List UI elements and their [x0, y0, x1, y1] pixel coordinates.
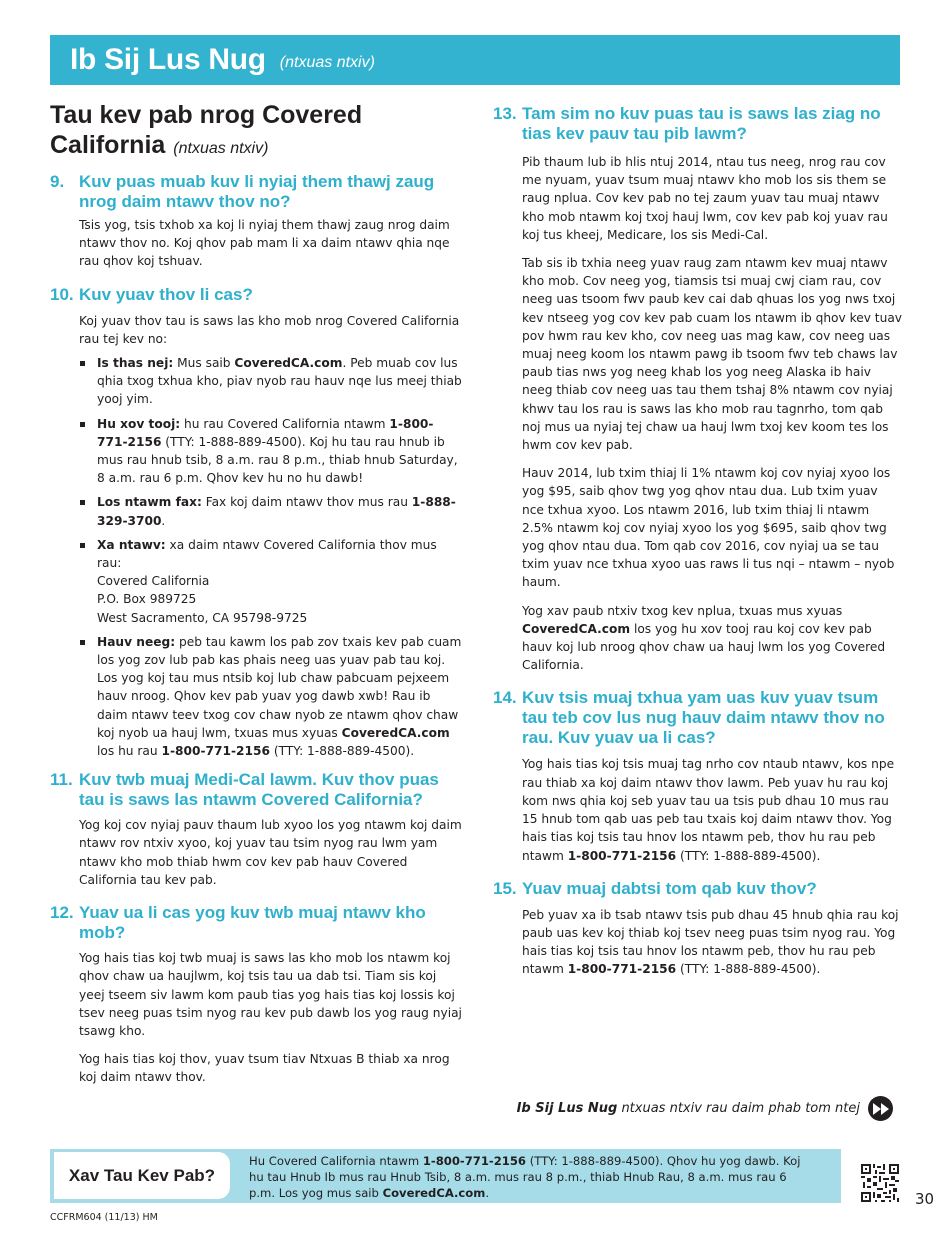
list-item-in-person [79, 633, 462, 760]
help-text [249, 1153, 809, 1201]
section-title-line1: Tau kev pab nrog Covered [50, 101, 363, 129]
banner-subtitle: (ntxuas ntxiv) [279, 54, 375, 71]
question-number: 15. [493, 878, 517, 898]
bullet-label: Hu xov tooj: [97, 416, 181, 431]
question-text: Tam sim no kuv puas tau is saws las ziag no tias kev pauv tau pib lawm? [522, 104, 881, 143]
help-text-part: (TTY: 1-888-889-4500). Qhov hu yog dawb. Koj hu tau Hnub Ib mus rau Hnub Tsib, 8 a.m. mus rau 8 p.m., thiab Hnub Rau, 8 a.m. mus rau 6 p.m. Los yog mus saib [249, 1154, 801, 1200]
question-10 [50, 285, 462, 305]
apply-methods-list [50, 354, 462, 760]
bullet-label: Los ntawm fax: [97, 495, 202, 510]
question-14 [493, 688, 903, 748]
section-subtitle: (ntxuas ntxiv) [173, 140, 269, 157]
bullet-text: los hu rau [97, 744, 158, 759]
continue-text: ntxuas ntxiv rau daim phab tom ntej [621, 1101, 860, 1116]
paragraph-text: (TTY: 1-888-889-4500). [680, 962, 821, 977]
bullet-text: Fax koj daim ntawv thov mus rau [205, 495, 408, 510]
section-title [50, 100, 462, 164]
answer-12-paragraph-2: Yog hais tias koj thov, yuav tsum tiav Ntxuas B thiab xa nrog koj daim ntawv thov. [79, 1052, 450, 1085]
help-box [54, 1152, 230, 1199]
answer-11: Yog koj cov nyiaj pauv thaum lub xyoo los yog ntawm koj daim ntawv rov ntxiv xyoo, koj yuav tau tsim nyog rau lwm yam ntawv kho mob thiab hwm cov kev pab hauv Covered California tau kev pab. [79, 818, 462, 887]
question-text: Kuv puas muab kuv li nyiaj them thawj zaug nrog daim ntawv thov no? [79, 172, 435, 211]
continue-bold: Ib Sij Lus Nug [516, 1101, 618, 1116]
list-item-phone [79, 415, 462, 488]
form-code: CCFRM604 (11/13) HM [50, 1212, 158, 1223]
answer-13-paragraph-2: Tab sis ib txhia neeg yuav raug zam ntawm kev muaj ntawv kho mob. Cov neeg yog, tiamsis tsi muaj cwj ciam rau, cov neeg uas tsoom fwv paub kev cai dab qhuas los yog nws txoj kev ntseeg yog cov kev pab cuam los ntawm ib qhov kev tuav pov hwm rau kev kho, cov neeg uas mag kaw, cov neeg uas muaj neeg koom los ntawm pawg ib tsoom fwv teb chaws lav paub tias nws yog neeg khab los yog neeg Alaska ib haiv neeg thiab cov neeg uas tau them tshaj 8% ntawm cov nyiaj khwv tau los rau is saws las kho mob rau tagnrho, tom qab noj mus ua nyiaj tej chaw ua hauj lwm txoj kev koom tes los hwm cov kev pab. [522, 256, 902, 453]
question-12 [50, 903, 462, 943]
bullet-text: peb tau kawm los pab zov txais kev pab cuam los yog zov lub pab kas phais neeg uas yuav pab tau koj. Los yog koj tau mus ntsib koj lub chaw pabcuam pejxeem hauv nroog. Qhov kev pab yuav yog dawb xwb! Rau ib daim ntawv teev txog cov chaw nyob ze ntawm qhov chaw koj nyob ua hauj lwm, txuas mus xyuas [97, 634, 462, 740]
answer-13-paragraph-4 [493, 602, 903, 675]
bullet-text: (TTY: 1-888-889-4500). [273, 744, 415, 759]
page-number: 30 [915, 1190, 935, 1208]
address-line: P.O. Box 989725 [97, 592, 197, 607]
paragraph-text: Yog xav paub ntxiv txog kev nplua, txuas mus xyuas [522, 603, 843, 618]
question-text: Yuav ua li cas yog kuv twb muaj ntawv kho mob? [79, 903, 426, 943]
paragraph-text: Yog hais tias koj tsis muaj tag nrho cov ntaub ntawv, kos npe rau thiab xa koj daim ntawv thov lawm. Peb yuav hu rau koj kom nws qhia koj seb yuav tau ua tsis pub dhau 10 mus rau 15 hnub tom qab uas peb tau txais koj daim ntawv thov. Yog hais tias koj tsis tau hnov los ntawm peb, thov hu rau peb ntawm [522, 757, 895, 863]
paragraph-text: Peb yuav xa ib tsab ntawv tsis pub dhau 45 hnub qhia rau koj paub uas kev koj thiab koj tsev neeg puas tsim nyog rau. Yog hais tias koj tsis tau hnov los ntawm peb, thov hu rau peb ntawm [522, 907, 899, 977]
bullet-text: (TTY: 1-888-889-4500). Koj hu tau rau hnub ib mus rau hnub tsib, 8 a.m. rau 8 p.m., thiab hnub Saturday, 8 a.m. rau 6 p.m. Qhov kev hu no hu dawb! [97, 434, 458, 486]
phone-number: 1-800-771-2156 [567, 962, 677, 977]
section-title-line2: California [50, 131, 166, 159]
banner-title: Ib Sij Lus Nug [70, 43, 266, 76]
answer-13-paragraph-1: Pib thaum lub ib hlis ntuj 2014, ntau tus neeg, nrog rau cov me nyuam, yuav tsum muaj ntawv kho mob los sis them se raug nplua. Cov kev pab no tej zaum yuav tau muaj ntawv kho mob ntawm koj txoj hauj lwm, cov kev pab koj yuav rau koj tus kheej, Medicare, los sis Medi-Cal. [522, 155, 888, 242]
paragraph-text: (TTY: 1-888-889-4500). [680, 848, 821, 863]
question-number: 11. [50, 770, 73, 790]
question-number: 14. [493, 688, 517, 708]
fax-number: 1-888-329-3700 [97, 495, 456, 528]
right-column [493, 104, 903, 979]
address-line: West Sacramento, CA 95798-9725 [97, 610, 308, 625]
header-banner [50, 35, 900, 85]
question-number: 10. [50, 284, 74, 304]
question-number: 13. [493, 104, 517, 123]
question-text: Kuv tsis muaj txhua yam uas kuv yuav tsum tau teb cov lus nug hauv daim ntawv thov no rau. Kuv yuav ua li cas? [522, 688, 885, 748]
phone-number: 1-800-771-2156 [567, 848, 677, 863]
question-text: Kuv twb muaj Medi-Cal lawm. Kuv thov puas tau is saws las ntawm Covered California? [79, 770, 439, 810]
list-item-mail [79, 536, 462, 627]
paragraph-text: los yog hu xov tooj rau koj cov kev pab hauv koj lub nroog qhov chaw ua hauj lwm los yog Covered California. [522, 621, 886, 673]
question-9 [50, 172, 462, 212]
bullet-label: Hauv neeg: [97, 634, 176, 649]
website-link[interactable]: CoveredCA.com [522, 621, 631, 636]
help-text-part: Hu Covered California ntawm [249, 1154, 420, 1168]
bullet-label: Xa ntawv: [97, 537, 166, 552]
bullet-text: . [161, 513, 166, 528]
website-link[interactable]: CoveredCA.com [382, 1186, 486, 1200]
question-number: 12. [50, 903, 74, 923]
list-item-fax [79, 493, 462, 529]
help-label: Xav Tau Kev Pab? [68, 1165, 216, 1185]
list-item-online [79, 354, 462, 409]
answer-15 [493, 906, 903, 979]
website-link[interactable]: CoveredCA.com [234, 356, 343, 371]
bullet-text: xa daim ntawv Covered California thov mus rau: [97, 537, 437, 571]
phone-number: 1-800-771-2156 [422, 1154, 527, 1168]
answer-14 [493, 755, 903, 864]
bullet-text: Mus saib [177, 356, 231, 371]
qr-code-icon [861, 1164, 899, 1202]
question-number: 9. [50, 172, 65, 191]
question-text: Kuv yuav thov li cas? [79, 284, 253, 304]
answer-13-paragraph-3: Hauv 2014, lub txim thiaj li 1% ntawm koj cov nyiaj xyoo los yog $95, saib qhov twg yog qhov ntau dua. Lub txim yuav nce txhua xyoo. Los ntawm 2016, lub txim thiaj li ntawm 2.5% ntawm koj cov nyiaj xyoo los yog $695, saib qhov twg yog qhov ntau dua. Tom qab cov 2016, cov nyiaj ua se tau txim yuav nce txhua xyoo uas raws li tus nqi – ntawm – nyob haum. [522, 466, 895, 590]
phone-number: 1-800-771-2156 [161, 744, 270, 759]
answer-10-intro: Koj yuav thov tau is saws las kho mob nrog Covered California rau tej kev no: [79, 313, 460, 346]
question-text: Yuav muaj dabtsi tom qab kuv thov? [522, 878, 817, 898]
question-13 [493, 104, 903, 144]
answer-9: Tsis yog, tsis txhob xa koj li nyiaj them thawj zaug nrog daim ntawv thov no. Koj qhov pab mam li xa daim ntawv qhia nqe rau qhov koj tshuav. [79, 218, 450, 269]
answer-12-paragraph-1: Yog hais tias koj twb muaj is saws las kho mob los ntawm koj qhov chaw ua haujlwm, koj tsis tau ua dab tsi. Tiam sis koj yeej tseem siv lawm kom paub tias yog hais tias koj lossis koj tsev neeg puas tsim nyog rau kev pub dawb los yog raug nyiaj tsawg kho. [79, 951, 462, 1038]
question-15 [493, 879, 903, 899]
address-line: Covered California [97, 574, 210, 589]
continue-note [517, 1096, 893, 1121]
bullet-text: hu rau Covered California ntawm [184, 416, 386, 431]
phone-number: 1-800-771-2156 [97, 416, 434, 449]
question-11 [50, 770, 462, 810]
website-link[interactable]: CoveredCA.com [341, 725, 450, 740]
left-column [50, 100, 462, 1087]
help-text-part: . [485, 1186, 490, 1200]
next-page-icon [868, 1096, 893, 1121]
bullet-text: . Peb muab cov lus qhia txog txhua kho, piav nyob rau hauv nqe lus meej thiab yooj yim. [97, 356, 462, 407]
bullet-label: Is thas nej: [97, 356, 174, 371]
